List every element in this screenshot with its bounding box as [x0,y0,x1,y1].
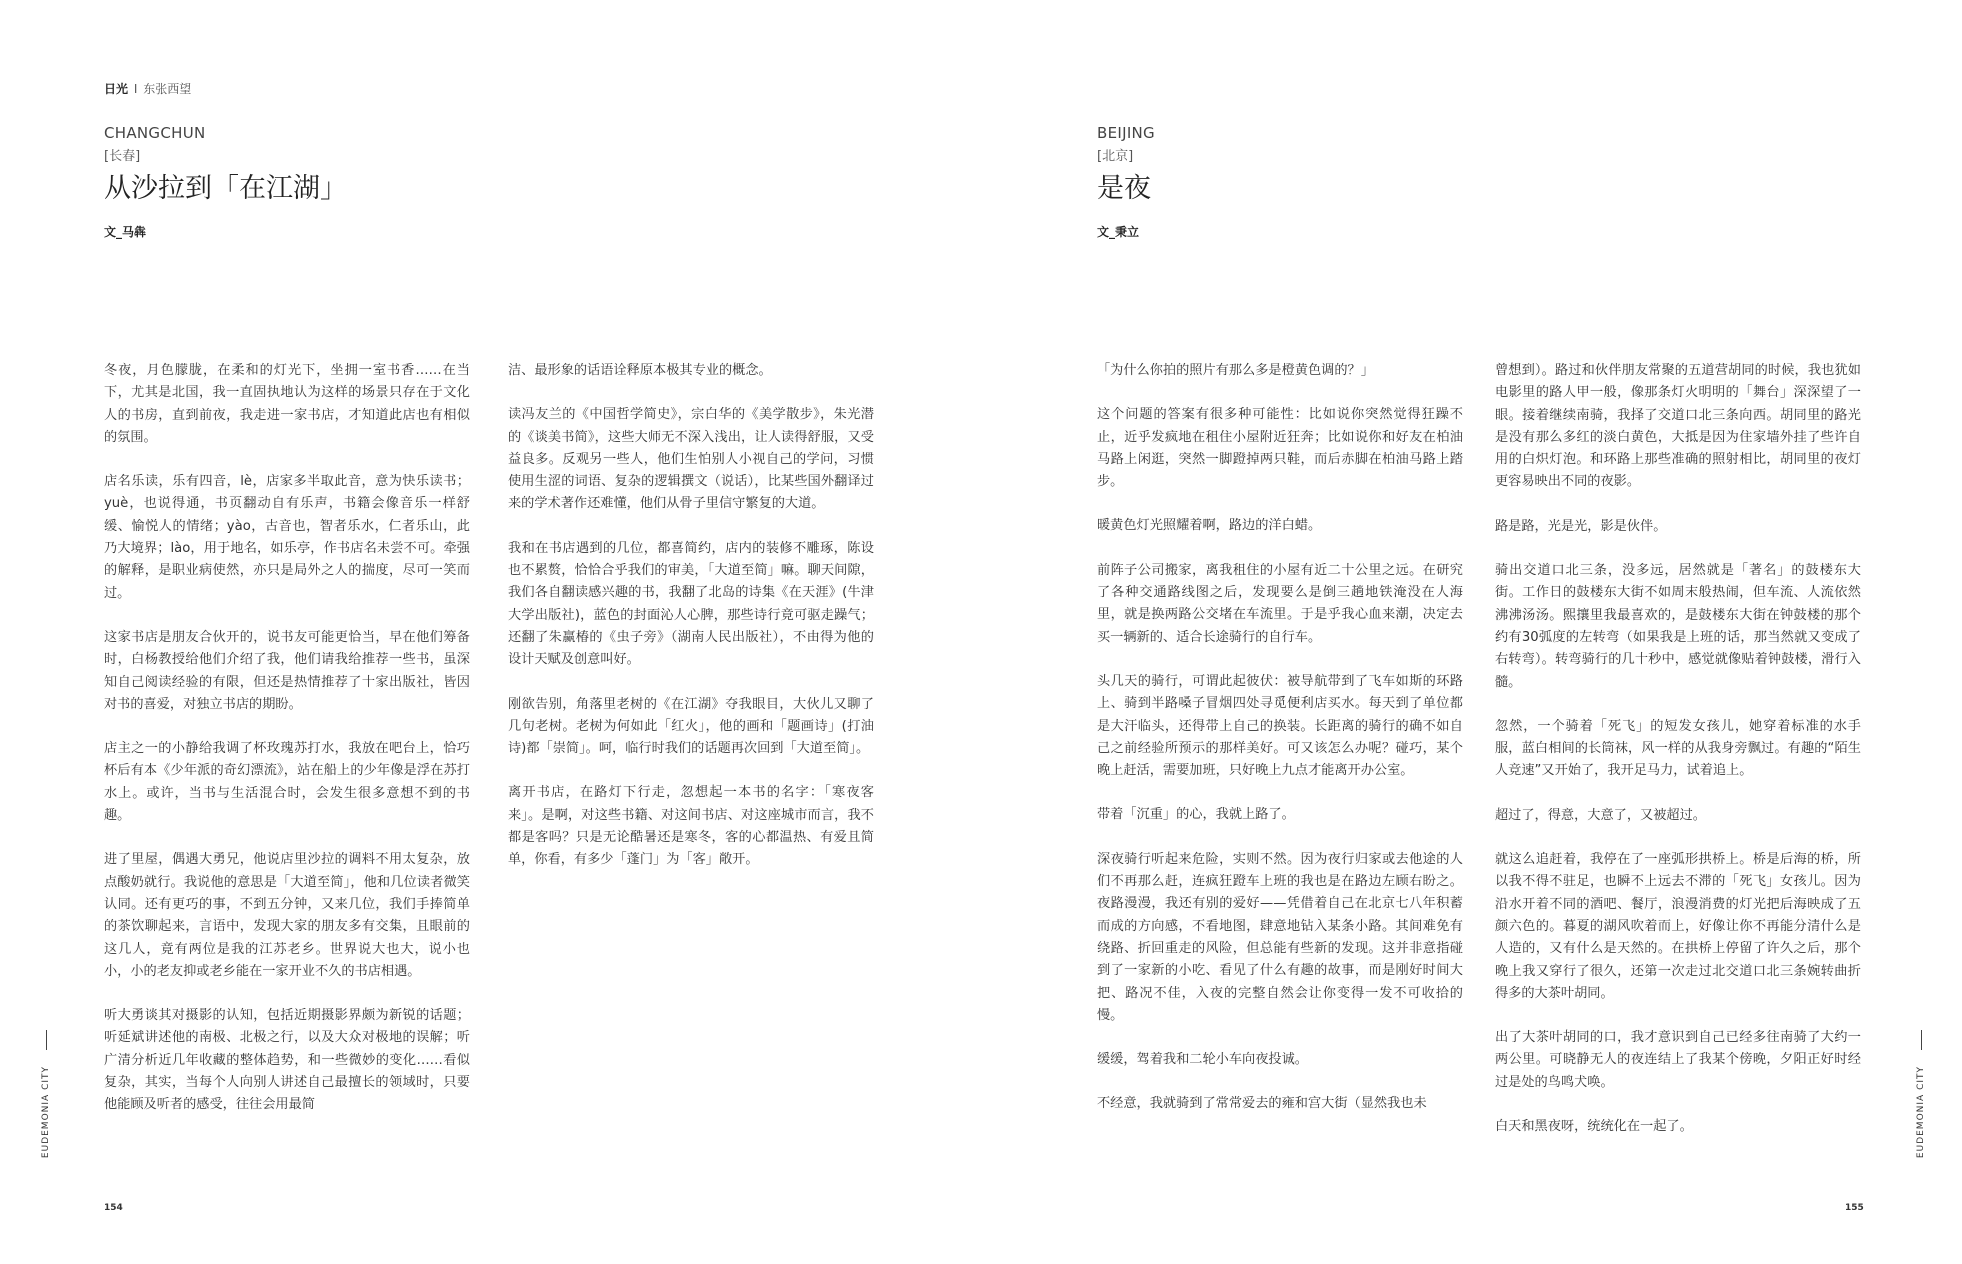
left-article-author: 文_马犇 [104,225,147,239]
right-city-en: BEIJING [1097,124,1155,142]
left-page-number: 154 [104,1203,123,1213]
section-label [104,80,191,97]
paragraph: 这个问题的答案有很多种可能性：比如说你突然觉得狂躁不止，近乎发疯地在租住小屋附近狂奔；比如说你和好友在柏油马路上闲逛，突然一脚蹬掉两只鞋，而后赤脚在柏油马路上踏步。 [1097,407,1463,490]
paragraph: 这家书店是朋友合伙开的，说书友可能更恰当，早在他们筹备时，白杨教授给他们介绍了我，他们请我给推荐一些书，虽深知自己阅读经验的有限，但还是热情推荐了十家出版社，皆因对书的喜爱，对独立书店的期盼。 [104,629,470,712]
section-label-sub: 东张西望 [143,82,192,96]
paragraph: 带着「沉重」的心，我就上路了。 [1097,807,1295,823]
side-magazine-name: EUDEMONIA CITY [41,1066,51,1159]
right-column-2 [1495,360,1861,1160]
paragraph: 忽然，一个骑着「死飞」的短发女孩儿，她穿着标准的水手服，蓝白相间的长筒袜，风一样的从我身旁飘过。有趣的“陌生人竞速”又开始了，我开足马力，试着追上。 [1495,718,1861,779]
right-article-title: 是夜 [1097,173,1151,204]
paragraph: 离开书店，在路灯下行走，忽想起一本书的名字：「寒夜客来」。是啊，对这些书籍、对这间书店、对这座城市而言，我不都是客吗？只是无论酷暑还是寒冬，客的心都温热、有爱且简单，你看，有多少「蓬门」为「客」敞开。 [508,785,874,868]
paragraph: 前阵子公司搬家，离我租住的小屋有近二十公里之远。在研究了各种交通路线图之后，发现要么是倒三趟地铁淹没在人海里，就是换两路公交堵在车流里。于是乎我心血来潮，决定去买一辆新的、适合长途骑行的自行车。 [1097,562,1463,645]
paragraph: 店主之一的小静给我调了杯玫瑰苏打水，我放在吧台上，恰巧杯后有本《少年派的奇幻漂流》，站在船上的少年像是浮在苏打水上。或许，当书与生活混合时，会发生很多意想不到的书趣。 [104,741,470,824]
left-column-2 [508,360,874,894]
paragraph: 不经意，我就骑到了常常爱去的雍和宫大街（显然我也未 [1097,1096,1427,1112]
side-marker-bar [1921,1030,1922,1050]
paragraph: 超过了，得意，大意了，又被超过。 [1495,807,1706,823]
section-label-main: 日光 [104,82,129,96]
right-page-number: 155 [1845,1203,1864,1213]
paragraph: 白天和黑夜呀，统统化在一起了。 [1495,1119,1693,1135]
left-article-title: 从沙拉到「在江湖」 [104,173,347,204]
left-city-cn: [长春] [104,149,141,164]
right-article-header [1097,124,1155,240]
paragraph: 「为什么你拍的照片有那么多是橙黄色调的？」 [1097,363,1374,378]
paragraph: 深夜骑行听起来危险，实则不然。因为夜行归家或去他途的人们不再那么赶，连疯狂蹬车上班的我也是在路边左顾右盼之。夜路漫漫，我还有别的爱好——凭借着自己在北京七八年积蓄而成的方向感，不看地图，肆意地钻入某条小路。其间难免有绕路、折回重走的风险，但总能有些新的发现。这并非意指碰到了一家新的小吃、看见了什么有趣的故事，而是刚好时间大把、路况不佳，入夜的完整自然会让你变得一发不可收拾的慢。 [1097,851,1463,1023]
paragraph: 头几天的骑行，可谓此起彼伏：被导航带到了飞车如斯的环路上、骑到半路嗓子冒烟四处寻觅便利店买水。每天到了单位都是大汗临头，还得带上自己的换装。长距离的骑行的确不如自己之前经验所预示的那样美好。可又该怎么办呢？碰巧，某个晚上赶活，需要加班，只好晚上九点才能离开办公室。 [1097,673,1463,779]
right-column-1 [1097,360,1463,1138]
left-city-en: CHANGCHUN [104,124,206,142]
paragraph: 曾想到）。路过和伙伴朋友常聚的五道营胡同的时候，我也犹如电影里的路人甲一般，像那条灯火明明的「舞台」深深望了一眼。接着继续南骑，我择了交道口北三条向西。胡同里的路光是没有那么多红的淡白黄色，大抵是因为住家墙外挂了些许自用的白炽灯泡。和环路上那些准确的照射相比，胡同里的夜灯更容易映出不同的夜影。 [1495,363,1861,490]
paragraph: 暖黄色灯光照耀着啊，路边的洋白蜡。 [1097,518,1322,534]
side-marker-bar [46,1030,47,1050]
paragraph: 店名乐读，乐有四音，lè，店家多半取此音，意为快乐读书；yuè，也说得通，书页翻动自有乐声，书籍会像音乐一样舒缓、愉悦人的情绪；yào，古音也，智者乐水，仁者乐山，此乃大境界；lào，用于地名，如乐亭，作书店名未尝不可。牵强的解释，是职业病使然，亦只是局外之人的揣度，尽可一笑而过。 [104,474,470,601]
paragraph: 刚欲告别，角落里老树的《在江湖》夺我眼目，大伙儿又聊了几句老树。老树为何如此「红火」，他的画和「题画诗」(打油诗)都「崇简」。呵，临行时我们的话题再次回到「大道至简」。 [508,696,874,757]
paragraph: 听大勇谈其对摄影的认知，包括近期摄影界颇为新锐的话题；听延斌讲述他的南极、北极之行，以及大众对极地的误解；听广清分析近几年收藏的整体趋势，和一些微妙的变化……看似复杂，其实，当每个人向别人讲述自己最擅长的领域时，只要他能顾及听者的感受，往往会用最简 [104,1008,470,1113]
paragraph: 就这么追赶着，我停在了一座弧形拱桥上。桥是后海的桥，所以我不得不驻足，也瞬不上远去不滞的「死飞」女孩儿。因为沿水开着不同的酒吧、餐厅，浪漫消费的灯光把后海映成了五颜六色的。暮夏的湖风吹着而上，好像让你不再能分清什么是人造的，又有什么是天然的。在拱桥上停留了许久之后，那个晚上我又穿行了很久，还第一次走过北交道口北三条婉转曲折得多的大茶叶胡同。 [1495,852,1861,1001]
left-article-header [104,124,347,240]
left-column-1 [104,360,470,1139]
paragraph: 路是路，光是光，影是伙伴。 [1495,518,1667,534]
paragraph: 冬夜，月色朦胧，在柔和的灯光下，坐拥一室书香……在当下，尤其是北国，我一直固执地认为这样的场景只存在于文化人的书房，直到前夜，我走进一家书店，才知道此店也有相似的氛围。 [104,363,470,445]
side-magazine-name: EUDEMONIA CITY [1916,1066,1926,1159]
paragraph: 我和在书店遇到的几位，都喜简约，店内的装修不雕琢，陈设也不累赘，恰恰合乎我们的审美，「大道至简」嘛。聊天间隙，我们各自翻读感兴趣的书，我翻了北岛的诗集《在天涯》(牛津大学出版社)，蓝色的封面沁人心脾，那些诗行竟可驱走躁气；还翻了朱赢椿的《虫子旁》（湖南人民出版社），不由得为他的设计天赋及创意叫好。 [508,540,874,668]
paragraph: 缓缓，驾着我和二轮小车向夜投诚。 [1097,1052,1308,1068]
right-city-cn: [北京] [1097,149,1134,164]
right-article-author: 文_秉立 [1097,225,1140,239]
paragraph: 读冯友兰的《中国哲学简史》，宗白华的《美学散步》，朱光潜的《谈美书简》，这些大师无不深入浅出，让人读得舒服，又受益良多。反观另一些人，他们生怕别人小视自己的学问，习惯使用生涩的词语、复杂的逻辑撰文（说话），比某些国外翻译过来的学术著作还难懂，他们从骨子里信守繁复的大道。 [508,407,874,512]
paragraph: 进了里屋，偶遇大勇兄，他说店里沙拉的调料不用太复杂，放点酸奶就行。我说他的意思是「大道至简」，他和几位读者微笑认同。还有更巧的事，不到五分钟，又来几位，我们手捧简单的茶饮聊起来，言语中，发现大家的朋友多有交集，且眼前的这几人，竟有两位是我的江苏老乡。世界说大也大，说小也小，小的老友抑或老乡能在一家开业不久的书店相遇。 [104,852,470,979]
right-page [981,0,1962,1264]
section-label-separator: I [133,82,138,96]
paragraph: 出了大茶叶胡同的口，我才意识到自己已经多往南骑了大约一两公里。可晓静无人的夜连结上了我某个傍晚，夕阳正好时经过是处的鸟鸣犬唤。 [1495,1030,1861,1090]
paragraph: 骑出交道口北三条，没多远，居然就是「著名」的鼓楼东大街。工作日的鼓楼东大街不如周末般热闹，但车流、人流依然沸沸汤汤。熙攘里我最喜欢的，是鼓楼东大街在钟鼓楼的那个约有30弧度的左转弯（如果我是上班的话，那当然就又变成了右转弯）。转弯骑行的几十秒中，感觉就像贴着钟鼓楼，滑行入髓。 [1495,563,1861,690]
paragraph: 洁、最形象的话语诠释原本极其专业的概念。 [508,363,772,378]
